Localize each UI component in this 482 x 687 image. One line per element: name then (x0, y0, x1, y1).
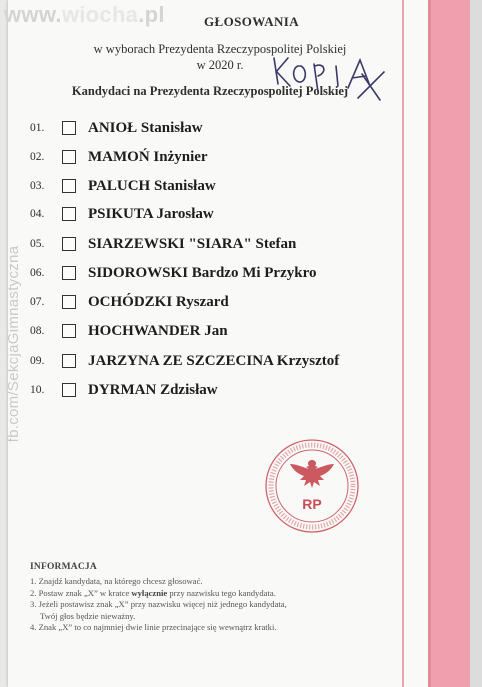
candidate-number: 09. (30, 355, 45, 367)
candidate-row (30, 203, 390, 225)
info-section (30, 562, 390, 634)
info-line-2: 2. Postaw znak „X” w kratce wyłącznie przy nazwisku tego kandydata. (30, 587, 276, 598)
site-watermark: www.wiocha.pl (4, 2, 165, 27)
candidate-number: 02. (30, 151, 45, 163)
info-line-1: 1. Znajdź kandydata, na którego chcesz głosować. (30, 576, 203, 586)
candidate-name: DYRMAN Zdzisław (88, 381, 218, 398)
vote-checkbox[interactable] (62, 324, 76, 338)
candidate-number: 05. (30, 238, 45, 250)
candidate-name: OCHÓDZKI Ryszard (88, 293, 229, 310)
candidate-name: SIARZEWSKI "SIARA" Stefan (88, 235, 297, 252)
vote-checkbox[interactable] (62, 383, 76, 397)
handwritten-kopia-note (268, 36, 388, 106)
info-line-3: 3. Jeżeli postawisz znak „X” przy nazwisku więcej niż jednego kandydata, (30, 599, 287, 609)
vote-checkbox[interactable] (62, 237, 76, 251)
candidate-row (30, 233, 390, 255)
candidate-name: ANIOŁ Stanisław (88, 119, 203, 136)
vote-checkbox[interactable] (62, 150, 76, 164)
info-line-4: 4. Znak „X” to co najmniej dwie linie przecinające się wewnątrz kratki. (30, 622, 277, 632)
candidate-row (30, 291, 390, 313)
candidate-row (30, 320, 390, 342)
pink-side-stripe (428, 0, 470, 687)
candidate-number: 03. (30, 180, 45, 192)
vote-checkbox[interactable] (62, 266, 76, 280)
candidate-number: 06. (30, 267, 45, 279)
candidate-number: 08. (30, 325, 45, 337)
candidate-name: HOCHWANDER Jan (88, 322, 228, 339)
vote-checkbox[interactable] (62, 207, 76, 221)
side-watermark: fb.com/SekcjaGimnastyczna (5, 245, 22, 443)
candidate-number: 10. (30, 384, 45, 396)
ballot-year: w 2020 r. (196, 58, 244, 72)
paper-edge (470, 0, 482, 687)
candidate-number: 04. (30, 208, 45, 220)
info-line-3b: Twój głos będzie nieważny. (40, 610, 136, 621)
candidate-row (30, 146, 390, 168)
candidate-name: PSIKUTA Jarosław (88, 205, 214, 222)
candidate-row (30, 262, 390, 284)
vote-checkbox[interactable] (62, 354, 76, 368)
candidate-name: JARZYNA ZE SZCZECINA Krzysztof (88, 352, 340, 369)
ballot-subtitle: w wyborach Prezydenta Rzeczypospolitej Polskiej (93, 42, 347, 56)
vote-checkbox[interactable] (62, 295, 76, 309)
candidate-row (30, 350, 390, 372)
ballot-title: GŁOSOWANIA (204, 14, 300, 29)
candidate-row (30, 117, 390, 139)
seal-letters: RP (302, 496, 322, 512)
info-title: INFORMACJA (30, 562, 97, 572)
candidate-number: 01. (30, 122, 45, 134)
candidates-heading: Kandydaci na Prezydenta Rzeczypospolitej Polskiej (71, 84, 349, 98)
candidate-row (30, 379, 390, 401)
vote-checkbox[interactable] (62, 121, 76, 135)
pink-margin-line (402, 0, 404, 687)
candidate-name: MAMOŃ Inżynier (88, 148, 208, 165)
election-seal-stamp (262, 436, 362, 536)
candidate-number: 07. (30, 296, 45, 308)
vote-checkbox[interactable] (62, 179, 76, 193)
candidate-name: SIDOROWSKI Bardzo Mi Przykro (88, 264, 317, 281)
candidate-name: PALUCH Stanisław (88, 177, 216, 194)
eagle-emblem-icon (290, 460, 334, 488)
candidate-row (30, 175, 390, 197)
